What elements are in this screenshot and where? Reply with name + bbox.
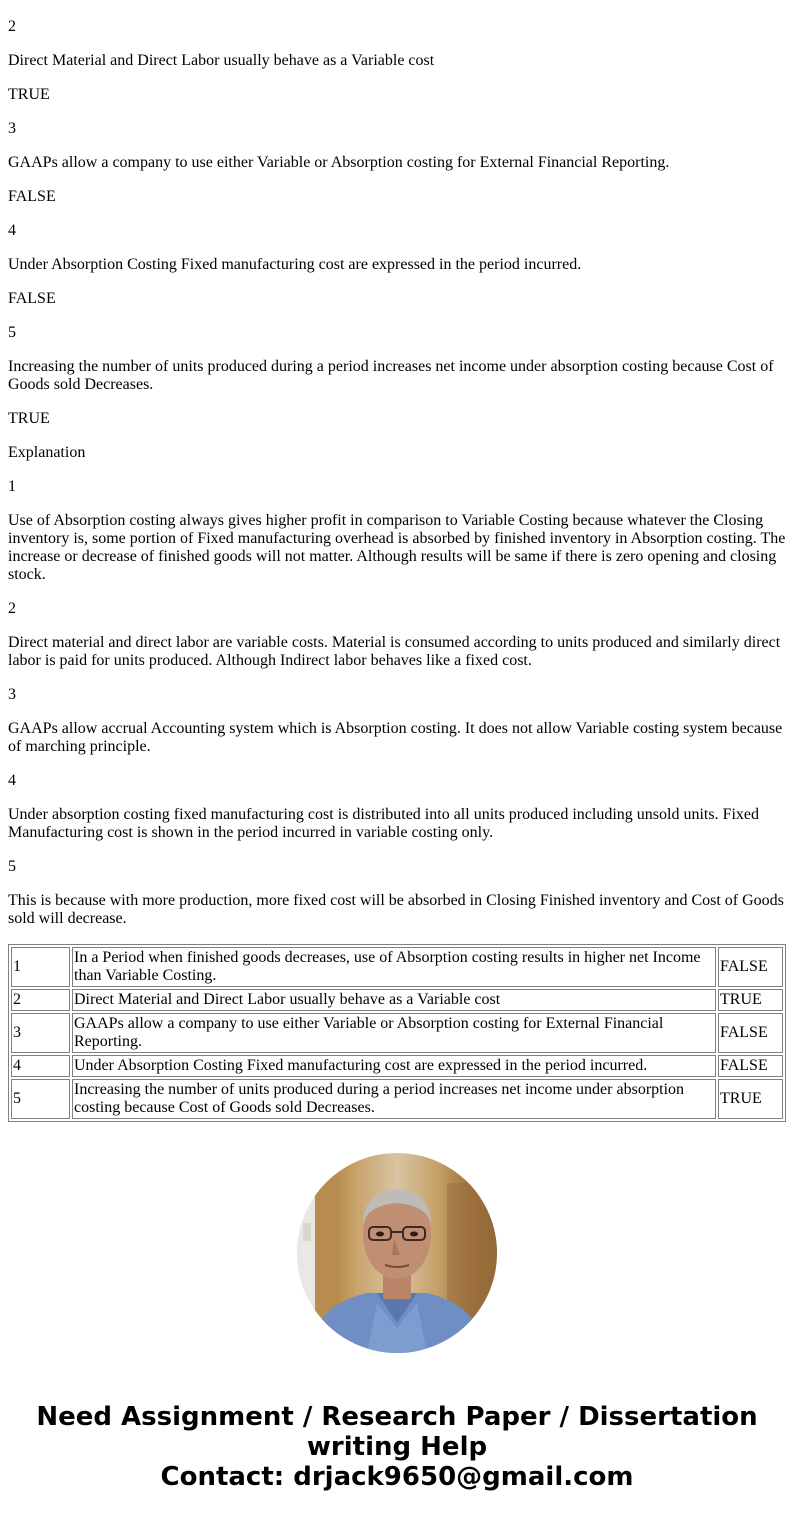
table-row xyxy=(11,947,783,987)
explanation-number: 4 xyxy=(8,772,16,789)
avatar xyxy=(297,1153,497,1353)
table-row xyxy=(11,1079,783,1119)
statement-answer: TRUE xyxy=(8,410,50,427)
table-row xyxy=(11,1013,783,1053)
row-statement: In a Period when finished goods decreases, use of Absorption costing results in higher net Income than Variable Costing. xyxy=(72,947,716,987)
contact-banner xyxy=(0,1402,794,1492)
statement-text: Direct Material and Direct Labor usually behave as a Variable cost xyxy=(8,52,435,69)
statement-number: 5 xyxy=(8,324,16,341)
row-statement: Under Absorption Costing Fixed manufacturing cost are expressed in the period incurred. xyxy=(72,1055,716,1077)
explanation-number: 5 xyxy=(8,858,16,875)
statement-text: Under Absorption Costing Fixed manufacturing cost are expressed in the period incurred. xyxy=(8,256,582,273)
row-number: 1 xyxy=(11,947,70,987)
explanation-block-4 xyxy=(8,772,786,842)
statement-block-3 xyxy=(8,120,786,206)
row-statement: Increasing the number of units produced during a period increases net income under absorption costing because Cost of Goods sold Decreases. xyxy=(72,1079,716,1119)
row-answer: TRUE xyxy=(718,1079,783,1119)
partial-answer-text xyxy=(8,0,786,2)
statement-block-2 xyxy=(8,18,786,104)
help-headline: Need Assignment / Research Paper / Dissertation writing Help xyxy=(36,1402,758,1462)
row-answer: FALSE xyxy=(718,1013,783,1053)
explanation-text: This is because with more production, more fixed cost will be absorbed in Closing Finished inventory and Cost of Goods sold will decrease. xyxy=(8,892,784,927)
explanation-block-5 xyxy=(8,858,786,928)
statement-text: Increasing the number of units produced during a period increases net income under absorption costing because Cost of Goods sold Decreases. xyxy=(8,358,774,393)
explanation-text: Direct material and direct labor are variable costs. Material is consumed according to units produced and similarly direct labor is paid for units produced. Although Indirect labor behaves like a fixed cost. xyxy=(8,634,781,669)
answers-table xyxy=(8,944,786,1122)
document-body xyxy=(8,0,786,1122)
row-number: 4 xyxy=(11,1055,70,1077)
explanation-block-2 xyxy=(8,600,786,670)
explanation-text: Under absorption costing fixed manufacturing cost is distributed into all units produced including unsold units. Fixed Manufacturing cost is shown in the period incurred in variable costing only. xyxy=(8,806,760,841)
row-number: 5 xyxy=(11,1079,70,1119)
explanation-number: 3 xyxy=(8,686,16,703)
statement-text: GAAPs allow a company to use either Variable or Absorption costing for External Financial Reporting. xyxy=(8,154,670,171)
row-answer: FALSE xyxy=(718,1055,783,1077)
statement-number: 2 xyxy=(8,18,16,35)
explanation-heading: Explanation xyxy=(8,444,86,461)
row-statement: Direct Material and Direct Labor usually behave as a Variable cost xyxy=(72,989,716,1011)
explanation-text: GAAPs allow accrual Accounting system which is Absorption costing. It does not allow Variable costing system because of marching principle. xyxy=(8,720,783,755)
contact-email: Contact: drjack9650@gmail.com xyxy=(160,1462,634,1492)
row-answer: FALSE xyxy=(718,947,783,987)
statement-number: 4 xyxy=(8,222,16,239)
statement-block-4 xyxy=(8,222,786,308)
table-row xyxy=(11,1055,783,1077)
row-statement: GAAPs allow a company to use either Variable or Absorption costing for External Financial Reporting. xyxy=(72,1013,716,1053)
row-number: 2 xyxy=(11,989,70,1011)
statement-block-5 xyxy=(8,324,786,428)
row-number: 3 xyxy=(11,1013,70,1053)
explanation-number: 1 xyxy=(8,478,16,495)
explanation-block-3 xyxy=(8,686,786,756)
statement-answer: FALSE xyxy=(8,290,56,307)
statement-number: 3 xyxy=(8,120,16,137)
table-row xyxy=(11,989,783,1011)
row-answer: TRUE xyxy=(718,989,783,1011)
statement-answer: TRUE xyxy=(8,86,50,103)
person-portrait-icon xyxy=(297,1153,497,1353)
explanation-block-1 xyxy=(8,478,786,584)
statement-answer: FALSE xyxy=(8,188,56,205)
explanation-number: 2 xyxy=(8,600,16,617)
author-photo xyxy=(297,1153,497,1353)
explanation-text: Use of Absorption costing always gives higher profit in comparison to Variable Costing because whatever the Closing inventory is, some portion of Fixed manufacturing overhead is absorbed by finished inventory in Absorption costing. The increase or decrease of finished goods will not matter. Although results will be same if there is zero opening and closing stock. xyxy=(8,512,786,583)
